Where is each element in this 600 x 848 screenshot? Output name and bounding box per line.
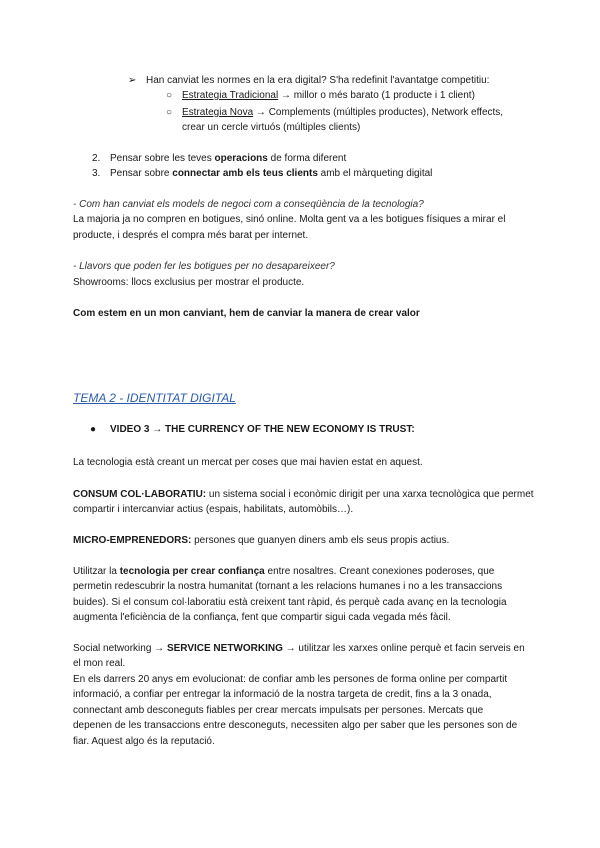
list-item-clients: Pensar sobre connectar amb els teus clients amb el màrqueting digital [110,168,433,179]
video-heading: VIDEO 3 → THE CURRENCY OF THE NEW ECONOMY IS TRUST: [110,424,415,435]
strategy-traditional: Estrategia Tradicional → millor o més barato (1 producte i 1 client) [182,90,475,101]
arrow-bullet-icon: ➢ [128,75,137,86]
trust-paragraph: Utilitzar la tecnologia per crear confiança entre nosaltres. Creant conexiones poderoses, que [73,566,495,577]
service-networking-cont: el mon real. [73,658,126,669]
paragraph: La tecnologia està creant un mercat per coses que mai havien estat en aquest. [73,457,423,468]
answer-2: Showrooms: llocs exclusius per mostrar el producte. [73,277,305,288]
circle-bullet-icon: ○ [166,107,173,118]
strategy-new-cont: crear un cercle virtuós (múltiples clients) [182,122,361,133]
evolution-line: connectant amb desconeguts fiables per crear mercats impulsats per persones. Mercats que [73,705,484,716]
strategy-traditional-label: Estrategia Tradicional [182,90,279,101]
trust-paragraph-line: permetin redescubrir la nostra humanitat (tornant a les relacions humanes i no a les transaccions [73,581,503,592]
dot-bullet-icon: ● [90,424,97,435]
micro-definition: MICRO-EMPRENEDORS: persones que guanyen diners amb els seus propis actius. [73,535,450,546]
list-number: 2. [92,153,101,164]
trust-paragraph-line: buides). Si el consum col·laboratiu està creixent tant ràpid, és perquè cada avanç en la tecnologia [73,597,507,608]
strategy-new: Estrategia Nova → Complements (múltiples productes), Network effects, [182,107,504,118]
list-number: 3. [92,168,101,179]
evolution-line: En els darrers 20 anys em evolucionat: de confiar amb les persones de forma online per compartit [73,674,508,685]
evolution-line: fiar. Aquest algo és la reputació. [73,736,215,747]
evolution-line: informació, a confiar per entregar la informació de la nostra targeta de credit, fins a la 3 onada, [73,689,492,700]
answer-1-line: producte, i després el compra més barat per internet. [73,230,309,241]
circle-bullet-icon: ○ [166,90,173,101]
bullet-line: Han canviat les normes en la era digital? S'ha redefinit l'avantatge competitiu: [146,75,490,86]
answer-1-line: La majoria ja no compren en botigues, sinó online. Molta gent va a les botigues físiques a mirar el [73,214,506,225]
consum-definition-cont: compartir i intercanviar actius (espais, habilitats, automòbils…). [73,504,354,515]
conclusion: Com estem en un mon canviant, hem de canviar la manera de crear valor [73,308,420,319]
list-item-operacions: Pensar sobre les teves operacions de forma diferent [110,153,347,164]
section-title: TEMA 2 - IDENTITAT DIGITAL [73,391,236,405]
question-1: - Com han canviat els models de negoci com a conseqüència de la tecnologia? [73,199,424,210]
consum-definition: CONSUM COL·LABORATIU: un sistema social i econòmic dirigit per una xarxa tecnològica que permet [73,489,534,500]
strategy-new-label: Estrategia Nova [182,107,254,118]
evolution-line: depenen de les transaccions entre desconeguts, necessiten algo per saber que les persones son de [73,720,518,731]
trust-paragraph-line: augmenta l'eficiència de la confiança, fent que compartir sigui cada vegada més fàcil. [73,612,451,623]
question-2: - Llavors que poden fer les botigues per no desapareixeer? [73,261,335,272]
service-networking: Social networking → SERVICE NETWORKING → utilitzar les xarxes online perquè et facin serveis en [73,643,525,654]
